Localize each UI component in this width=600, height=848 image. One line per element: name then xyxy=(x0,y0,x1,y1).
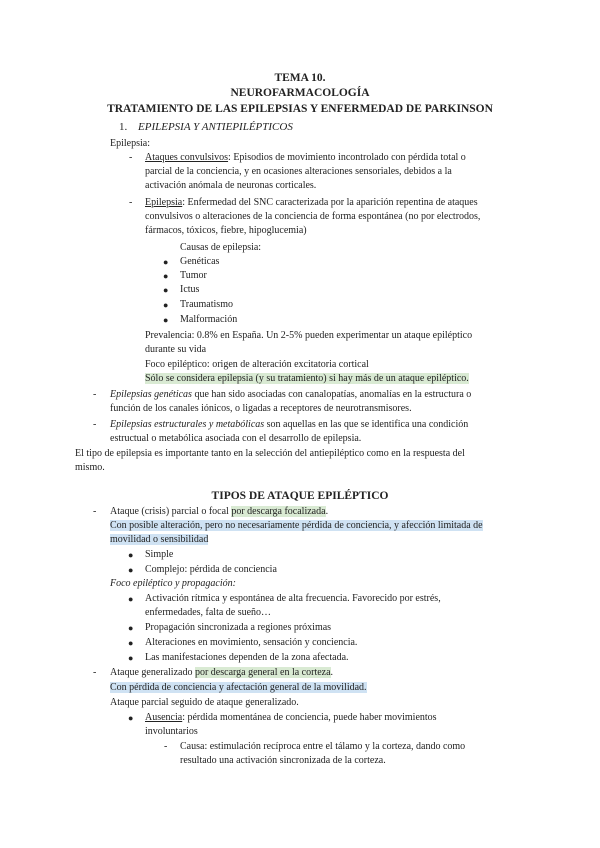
doc-title-tema: TEMA 10. xyxy=(274,72,326,84)
bullet-icon: ● xyxy=(128,550,134,560)
bullet-icon: ● xyxy=(163,257,169,267)
def-epilepsy-line1 xyxy=(145,196,478,210)
structural-text: son aquellas en las que se identifica una condición xyxy=(264,419,469,430)
bullet-icon: ● xyxy=(163,315,169,325)
absence-text: : pérdida momentánea de conciencia, puede haber movimientos xyxy=(182,712,437,723)
partial-blue-line1 xyxy=(110,519,483,533)
dash-marker: - xyxy=(129,197,133,208)
general-text-highlight: por descarga general en la corteza xyxy=(194,667,331,678)
general-text-a: Ataque generalizado xyxy=(110,667,195,678)
closing-line2: mismo. xyxy=(75,462,105,473)
def-epilepsy-term: Epilepsia xyxy=(145,197,183,208)
focus-item-cont: enfermedades, falta de sueño… xyxy=(145,607,272,618)
focus-item: Activación rítmica y espontánea de alta frecuencia. Favorecido por estrés, xyxy=(145,593,441,604)
focus-item: Propagación sincronizada a regiones próximas xyxy=(145,622,332,633)
highlight-note-text: Sólo se considera epilepsia (y su tratamiento) si hay más de un ataque epiléptico. xyxy=(145,373,469,384)
def-epilepsy-text: : Enfermedad del SNC caracterizada por la aparición repentina de ataques xyxy=(182,197,478,208)
def-epilepsy-line3: fármacos, tóxicos, fiebre, hipoglucemia) xyxy=(145,225,307,236)
section1-number: 1. xyxy=(119,121,128,133)
causes-title: Causas de epilepsia: xyxy=(180,242,262,253)
partial-item: Complejo: pérdida de conciencia xyxy=(145,564,277,575)
prevalence-line1: Prevalencia: 0.8% en España. Un 2-5% pueden experimentar un ataque epiléptico xyxy=(145,330,473,341)
focus-item: Las manifestaciones dependen de la zona afectada. xyxy=(145,652,349,663)
def-convulsive-line2: parcial de la conciencia, y en ocasiones alteraciones sensoriales, debidos a la xyxy=(145,166,452,177)
dash-marker: - xyxy=(93,506,97,517)
dash-marker: - xyxy=(93,389,97,400)
cause-line2: resultado una activación sincronizada de la corteza. xyxy=(180,755,386,766)
bullet-icon: ● xyxy=(163,271,169,281)
partial-text-a: Ataque (crisis) parcial o focal xyxy=(110,506,232,517)
doc-title-subject: NEUROFARMACOLOGÍA xyxy=(230,87,370,99)
cause-item: Malformación xyxy=(180,314,238,325)
bullet-icon: ● xyxy=(128,623,134,633)
absence-term: Ausencia xyxy=(145,712,183,723)
partial-text-c: . xyxy=(325,506,329,517)
bullet-icon: ● xyxy=(163,300,169,310)
structural-line2: estructual o metabólica asociada con el desarrollo de epilepsia. xyxy=(110,433,362,444)
structural-line1 xyxy=(110,418,468,432)
bullet-icon: ● xyxy=(128,653,134,663)
closing-line1: El tipo de epilepsia es importante tanto en la selección del antiepiléptico como en la respuesta del xyxy=(75,448,465,459)
def-convulsive-line3: activación anómala de neuronas corticales. xyxy=(145,180,317,191)
general-blue-text: Con pérdida de conciencia y afectación general de la movilidad. xyxy=(110,682,367,693)
cause-item: Genéticas xyxy=(180,256,220,267)
absence-line1 xyxy=(145,711,437,725)
cause-item: Traumatismo xyxy=(180,299,233,310)
general-text-c: . xyxy=(330,667,334,678)
cause-item: Ictus xyxy=(180,284,200,295)
bullet-icon: ● xyxy=(128,594,134,604)
def-convulsive-term: Ataques convulsivos xyxy=(145,152,229,163)
focus-propagation-title: Foco epiléptico y propagación: xyxy=(110,578,236,589)
doc-title-topic: TRATAMIENTO DE LAS EPILEPSIAS Y ENFERMEDAD DE PARKINSON xyxy=(107,103,493,115)
def-convulsive-text: : Episodios de movimiento incontrolado con pérdida total o xyxy=(228,152,466,163)
genetic-term: Epilepsias genéticas xyxy=(110,389,192,400)
genetic-text: que han sido asociadas con canalopatías, anomalías en la estructura o xyxy=(191,389,472,400)
partial-blue-text1: Con posible alteración, pero no necesariamente pérdida de conciencia, y afección limitada de xyxy=(110,520,483,531)
genetic-line2: función de los canales iónicos, o ligadas a receptores de neurotransmisores. xyxy=(110,403,412,414)
highlight-note xyxy=(145,372,469,386)
def-epilepsy-line2: convulsivos o alteraciones de la conciencia de forma espontánea (no por electrodos, xyxy=(145,211,481,222)
dash-marker: - xyxy=(164,741,168,752)
bullet-icon: ● xyxy=(128,565,134,575)
partial-line1 xyxy=(110,505,328,519)
cause-line1: Causa: estimulación recíproca entre el tálamo y la corteza, dando como xyxy=(180,741,466,752)
general-blue-line xyxy=(110,681,367,695)
focus-item: Alteraciones en movimiento, sensación y conciencia. xyxy=(145,637,358,648)
section1-title: EPILEPSIA Y ANTIEPILÉPTICOS xyxy=(138,121,293,133)
partial-blue-text2: movilidad o sensibilidad xyxy=(110,534,209,545)
absence-line2: involuntarios xyxy=(145,726,198,737)
bullet-icon: ● xyxy=(163,285,169,295)
dash-marker: - xyxy=(93,667,97,678)
structural-term: Epilepsias estructurales y metabólicas xyxy=(110,419,265,430)
prevalence-line2: durante su vida xyxy=(145,344,207,355)
cause-item: Tumor xyxy=(180,270,207,281)
dash-marker: - xyxy=(129,152,133,163)
genetic-line1 xyxy=(110,388,471,402)
focus-definition: Foco epiléptico: origen de alteración excitatoria cortical xyxy=(145,359,369,370)
bullet-icon: ● xyxy=(128,713,134,723)
general-plain-line: Ataque parcial seguido de ataque generalizado. xyxy=(110,697,299,708)
partial-blue-line2 xyxy=(110,533,208,547)
epilepsy-intro: Epilepsia: xyxy=(110,138,150,149)
bullet-icon: ● xyxy=(128,638,134,648)
partial-text-highlight: por descarga focalizada xyxy=(231,506,326,517)
general-line1 xyxy=(110,666,333,680)
dash-marker: - xyxy=(93,419,97,430)
section2-title: TIPOS DE ATAQUE EPILÉPTICO xyxy=(211,490,389,502)
partial-item: Simple xyxy=(145,549,174,560)
def-convulsive-line1 xyxy=(145,151,466,165)
